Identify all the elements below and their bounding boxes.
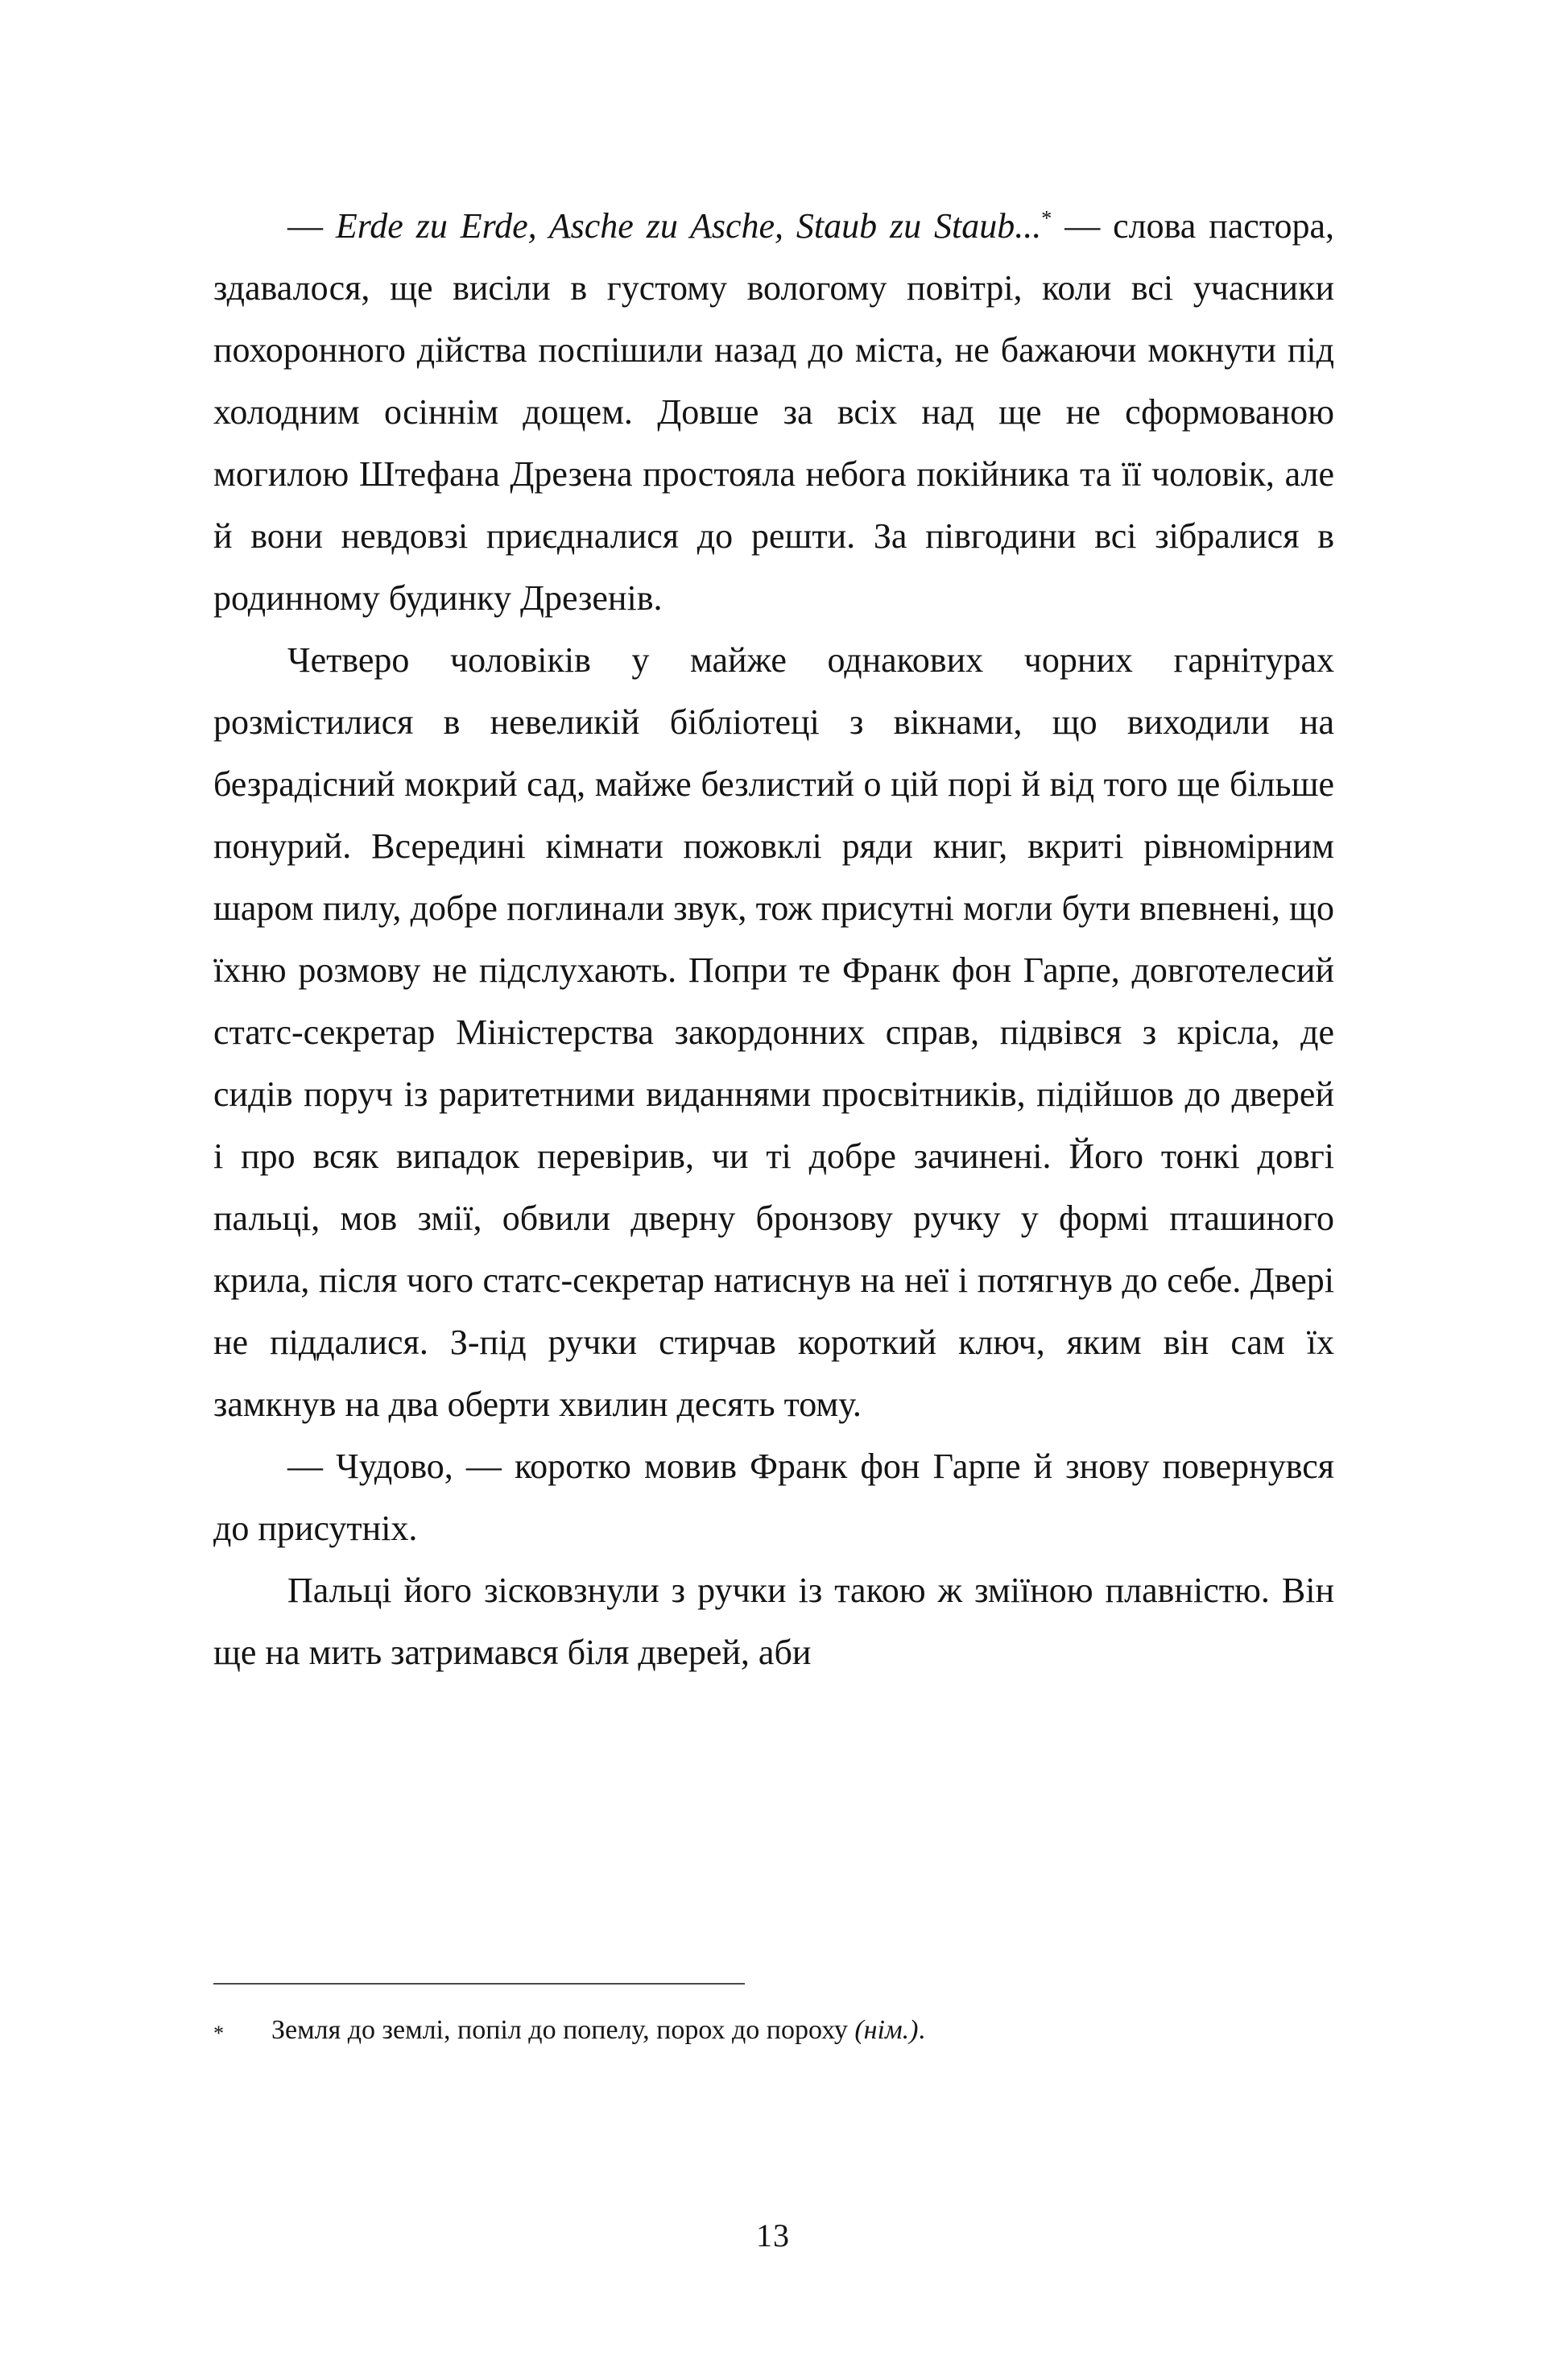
text-segment: *	[1041, 206, 1052, 230]
paragraph	[213, 629, 1334, 1435]
footnote-marker: *	[213, 2022, 224, 2045]
text-block	[213, 195, 1334, 1683]
text-segment: — слова пастора, здавалося, ще висіли в густому вологому повітрі, коли всі учасники похоронного дійства поспішили назад до міста, не бажаючи мокнути під холодним осіннім дощем. Довше за всіх над ще не сформованою могилою Штефана Дрезена простояла небога покійника та її чоловік, але й вони невдовзі приєдналися до решти. За півгодини всі зібралися в родинному будинку Дрезенів.	[213, 206, 1335, 618]
text-segment: Пальці його зісковзнули з ручки із такою ж зміїною плавністю. Він ще на мить затримався біля дверей, аби	[213, 1571, 1334, 1672]
text-segment: Четверо чоловіків у майже однакових чорних гарнітурах розмістилися в невеликій бібліотеці з вікнами, що виходили на безрадісний мокрий сад, майже безлистий о цій порі й від того ще більше понурий. Всередині кімнати пожовклі ряди книг, вкриті рівномірним шаром пилу, добре поглинали звук, тож присутні могли бути впевнені, що їхню розмову не підслухають. Попри те Франк фон Гарпе, довготелесий статс-секретар Міністерства закордонних справ, підвівся з крісла, де сидів поруч із раритетними виданнями просвітників, підійшов до дверей і про всяк випадок перевірив, чи ті добре зачинені. Його тонкі довгі пальці, мов змії, обвили дверну бронзову ручку у формі пташиного крила, після чого статс-секретар натиснув на неї і потягнув до себе. Двері не піддалися. З-під ручки стирчав короткий ключ, яким він сам їх замкнув на два оберти хвилин десять тому.	[213, 640, 1334, 1424]
paragraph	[213, 195, 1334, 629]
footnote-text	[271, 2012, 925, 2049]
paragraph	[213, 1559, 1334, 1683]
text-segment: —	[287, 206, 336, 246]
text-segment: (нім.)	[854, 2015, 919, 2045]
footnote-divider	[213, 1983, 745, 1985]
text-segment: .	[918, 2015, 925, 2045]
text-segment: — Чудово, — коротко мовив Франк фон Гарпе й знову повернувся до присутніх.	[213, 1447, 1334, 1548]
text-segment: Земля до землі, попіл до попелу, порох до пороху	[271, 2015, 855, 2045]
paragraph	[213, 1435, 1334, 1559]
page-number: 13	[756, 2217, 790, 2254]
text-segment: Erde zu Erde, Asche zu Asche, Staub zu Staub...	[335, 206, 1042, 246]
footnote	[213, 2012, 1334, 2052]
